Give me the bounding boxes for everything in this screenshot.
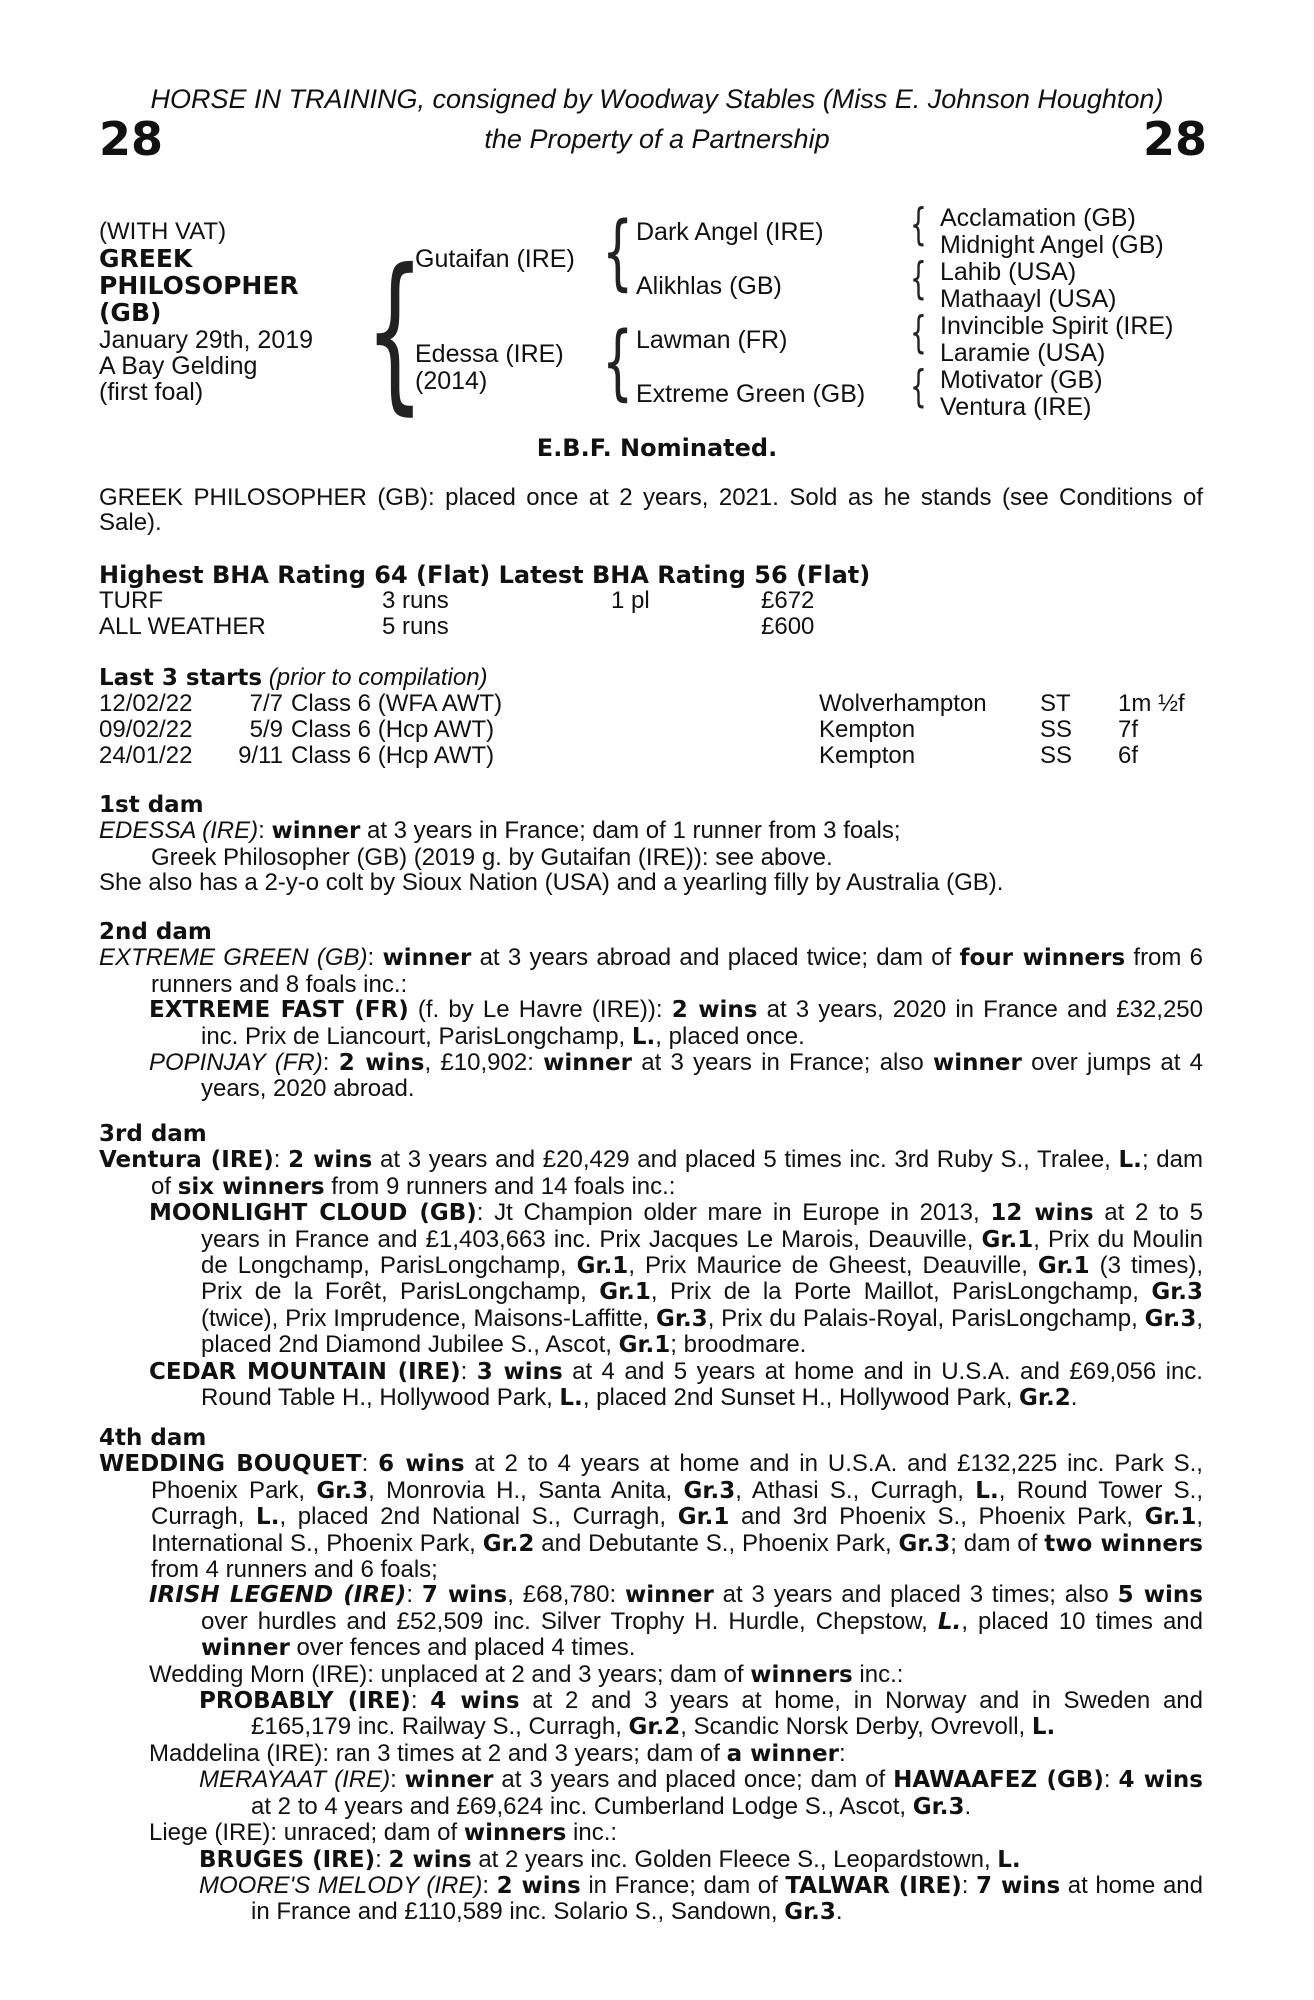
ratings-prize: £600 bbox=[761, 613, 815, 640]
start-date: 12/02/22 bbox=[99, 690, 193, 717]
ratings-runs: 3 runs bbox=[382, 587, 449, 614]
third-dam-heading: 3rd dam bbox=[99, 1121, 207, 1147]
start-going: ST bbox=[1040, 690, 1071, 717]
last-starts-heading bbox=[99, 664, 488, 692]
produce-popinjay: POPINJAY (FR): 2 wins, £10,902: winner at 3 years in France; also winner over jumps at 4 years, 2020 abroad. bbox=[149, 1049, 1203, 1103]
pedigree-g5: Invincible Spirit (IRE) bbox=[940, 312, 1174, 340]
last-starts-note: (prior to compilation) bbox=[268, 664, 488, 691]
first-dam-section bbox=[99, 793, 1203, 896]
second-dam-section bbox=[99, 920, 1203, 1102]
pedigree-brace-g2: { bbox=[910, 253, 927, 304]
produce-liege: Liege (IRE): unraced; dam of winners inc.: bbox=[149, 1819, 618, 1847]
start-distance: 7f bbox=[1118, 716, 1139, 743]
produce-maddelina: Maddelina (IRE): ran 3 times at 2 and 3 years; dam of a winner: bbox=[149, 1739, 846, 1767]
pedigree-sire-sire: Dark Angel (IRE) bbox=[636, 218, 824, 246]
start-date: 09/02/22 bbox=[99, 716, 193, 743]
foaling-date: January 29th, 2019 bbox=[99, 326, 314, 354]
consignment-title: HORSE IN TRAINING, consigned by Woodway Stables (Miss E. Johnson Houghton) bbox=[150, 84, 1164, 114]
pedigree-brace-main: { bbox=[365, 233, 425, 431]
ratings-surface: TURF bbox=[99, 587, 163, 614]
start-distance: 6f bbox=[1118, 742, 1139, 769]
pedigree-dam: Edessa (IRE) bbox=[415, 340, 564, 368]
pedigree-g4: Mathaayl (USA) bbox=[940, 285, 1117, 313]
fourth-dam-heading: 4th dam bbox=[99, 1425, 207, 1451]
start-position: 9/11 bbox=[238, 742, 283, 769]
start-going: SS bbox=[1040, 742, 1073, 769]
pedigree-g7: Motivator (GB) bbox=[940, 366, 1103, 394]
vat-note: (WITH VAT) bbox=[99, 218, 227, 245]
ratings-placings: 1 pl bbox=[611, 587, 650, 614]
start-race-class: Class 6 (Hcp AWT) bbox=[291, 716, 495, 743]
last-start-row bbox=[99, 690, 1203, 716]
pedigree-brace-sire: { bbox=[602, 205, 634, 300]
produce-moonlight-cloud: MOONLIGHT CLOUD (GB): Jt Champion older mare in Europe in 2013, 12 wins at 2 to 5 years in France and £1,403,663 inc. Prix Jacques Le Marois, Deauville, Gr.1, Prix du Moulin de Longchamp, ParisLongchamp, Gr.1, Prix Maurice de Gheest, Deauville, Gr.1 (3 times), Prix de la Forêt, ParisLongchamp, Gr.1, Prix de la Porte Maillot, ParisLongchamp, Gr.3 (twice), Prix Imprudence, Maisons-Laffitte, Gr.3, Prix du Palais-Royal, ParisLongchamp, Gr.3, placed 2nd Diamond Jubilee S., Ascot, Gr.1; broodmare. bbox=[149, 1199, 1203, 1359]
start-course: Kempton bbox=[819, 742, 916, 769]
ratings-runs: 5 runs bbox=[382, 613, 449, 640]
third-dam-section bbox=[99, 1122, 1203, 1411]
produce-merayaat: MERAYAAT (IRE): winner at 3 years and placed once; dam of HAWAAFEZ (GB): 4 wins at 2 to 4 years and £69,624 inc. Cumberland Lodge S., Ascot, Gr.3. bbox=[199, 1766, 1203, 1820]
pedigree-sire-dam: Alikhlas (GB) bbox=[636, 272, 782, 300]
last-start-row bbox=[99, 716, 1203, 742]
pedigree-g3: Lahib (USA) bbox=[940, 258, 1077, 286]
pedigree-dam-sire: Lawman (FR) bbox=[636, 326, 788, 354]
pedigree-brace-g4: { bbox=[910, 361, 927, 412]
start-date: 24/01/22 bbox=[99, 742, 193, 769]
produce-extreme-fast: EXTREME FAST (FR) (f. by Le Havre (IRE)): 2 wins at 3 years, 2020 in France and £32,250 inc. Prix de Liancourt, ParisLongchamp, L., placed once. bbox=[149, 996, 1203, 1050]
first-dam-other-produce: She also has a 2-y-o colt by Sioux Nation (USA) and a yearling filly by Australia (GB). bbox=[99, 869, 1004, 897]
produce-cedar-mountain: CEDAR MOUNTAIN (IRE): 3 wins at 4 and 5 years at home and in U.S.A. and £69,056 inc. Round Table H., Hollywood Park, L., placed 2nd Sunset H., Hollywood Park, Gr.2. bbox=[149, 1357, 1203, 1412]
horse-description: A Bay Gelding bbox=[99, 352, 258, 380]
produce-moores-melody: MOORE'S MELODY (IRE): 2 wins in France; dam of TALWAR (IRE): 7 wins at home and in France and £110,589 inc. Solario S., Sandown, Gr.3. bbox=[199, 1871, 1203, 1926]
produce-wedding-morn: Wedding Morn (IRE): unplaced at 2 and 3 years; dam of winners inc.: bbox=[149, 1660, 904, 1688]
pedigree-brace-g3: { bbox=[910, 307, 927, 358]
ebf-nomination: E.B.F. Nominated. bbox=[536, 434, 778, 462]
ratings-row bbox=[99, 587, 1203, 613]
horse-name-line2: PHILOSOPHER bbox=[99, 271, 299, 300]
fourth-dam-entry: WEDDING BOUQUET: 6 wins at 2 to 4 years at home and in U.S.A. and £132,225 inc. Park S., Phoenix Park, Gr.3, Monrovia H., Santa Anita, Gr.3, Athasi S., Curragh, L., Round Tower S., Curragh, L., placed 2nd National S., Curragh, Gr.1 and 3rd Phoenix S., Phoenix Park, Gr.1, International S., Phoenix Park, Gr.2 and Debutante S., Phoenix Park, Gr.3; dam of two winners from 4 runners and 6 foals; bbox=[99, 1450, 1204, 1584]
last-starts-title: Last 3 starts bbox=[99, 665, 263, 691]
third-dam-entry: Ventura (IRE): 2 wins at 3 years and £20,429 and placed 5 times inc. 3rd Ruby S., Tralee, L.; dam of six winners from 9 runners and 14 foals inc.: bbox=[99, 1146, 1203, 1200]
pedigree-brace-dam: { bbox=[602, 315, 634, 410]
pedigree-g2: Midnight Angel (GB) bbox=[940, 231, 1164, 259]
pedigree-g1: Acclamation (GB) bbox=[940, 204, 1136, 232]
start-going: SS bbox=[1040, 716, 1073, 743]
lot-number-left: 28 bbox=[99, 112, 164, 166]
second-dam-entry: EXTREME GREEN (GB): winner at 3 years abroad and placed twice; dam of four winners from 6 runners and 8 foals inc.: bbox=[99, 944, 1204, 998]
pedigree-g6: Laramie (USA) bbox=[940, 339, 1106, 367]
start-race-class: Class 6 (WFA AWT) bbox=[291, 690, 503, 717]
horse-name-line3: (GB) bbox=[99, 298, 162, 327]
produce-irish-legend: IRISH LEGEND (IRE): 7 wins, £68,780: winner at 3 years and placed 3 times; also 5 wins over hurdles and £52,509 inc. Silver Trophy H. Hurdle, Chepstow, L., placed 10 times and winner over fences and placed 4 times. bbox=[149, 1581, 1203, 1662]
start-course: Wolverhampton bbox=[819, 690, 987, 717]
start-position: 7/7 bbox=[249, 690, 283, 717]
property-subtitle: the Property of a Partnership bbox=[484, 124, 830, 154]
summary-text: GREEK PHILOSOPHER (GB): placed once at 2 years, 2021. Sold as he stands (see Conditions of Sale). bbox=[99, 484, 1203, 537]
last-start-row bbox=[99, 742, 1203, 768]
ratings-prize: £672 bbox=[761, 587, 815, 614]
produce-probably: PROBABLY (IRE): 4 wins at 2 and 3 years at home, in Norway and in Sweden and £165,179 inc. Railway S., Curragh, Gr.2, Scandic Norsk Derby, Ovrevoll, L. bbox=[199, 1687, 1203, 1741]
produce-bruges: BRUGES (IRE): 2 wins at 2 years inc. Golden Fleece S., Leopardstown, L. bbox=[199, 1845, 1021, 1873]
ratings-surface: ALL WEATHER bbox=[99, 613, 266, 640]
pedigree-g8: Ventura (IRE) bbox=[940, 393, 1092, 421]
first-dam-produce: Greek Philosopher (GB) (2019 g. by Gutaifan (IRE)): see above. bbox=[151, 843, 833, 871]
start-distance: 1m ½f bbox=[1118, 690, 1185, 717]
pedigree-dam-dam: Extreme Green (GB) bbox=[636, 380, 866, 408]
second-dam-heading: 2nd dam bbox=[99, 919, 212, 945]
pedigree-dam-year: (2014) bbox=[415, 367, 488, 395]
lot-number-right: 28 bbox=[1143, 112, 1208, 166]
foal-note: (first foal) bbox=[99, 378, 204, 406]
start-position: 5/9 bbox=[249, 716, 283, 743]
bha-rating-heading: Highest BHA Rating 64 (Flat) Latest BHA Rating 56 (Flat) bbox=[99, 561, 871, 589]
ratings-row bbox=[99, 613, 1203, 639]
fourth-dam-section bbox=[99, 1426, 1203, 1926]
start-course: Kempton bbox=[819, 716, 916, 743]
race-summary bbox=[99, 485, 1203, 536]
first-dam-heading: 1st dam bbox=[99, 792, 204, 818]
first-dam-entry: EDESSA (IRE): winner at 3 years in France; dam of 1 runner from 3 foals; bbox=[99, 817, 901, 845]
pedigree-brace-g1: { bbox=[910, 199, 927, 250]
pedigree-sire: Gutaifan (IRE) bbox=[415, 245, 575, 273]
horse-name-line1: GREEK bbox=[99, 244, 193, 273]
start-race-class: Class 6 (Hcp AWT) bbox=[291, 742, 495, 769]
